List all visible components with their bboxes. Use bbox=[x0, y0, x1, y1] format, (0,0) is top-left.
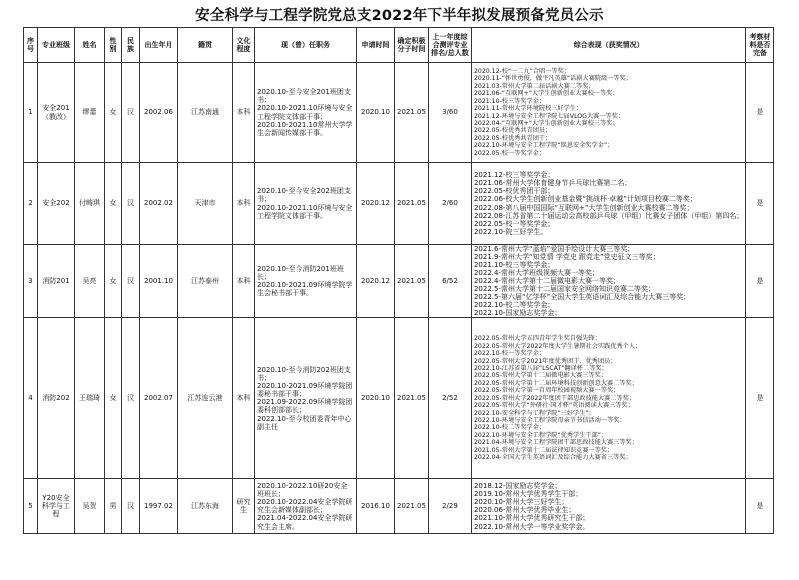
row-awards bbox=[471, 318, 745, 479]
award-entry: 2020.12-校“一二九”合唱一等奖； bbox=[473, 67, 571, 75]
row-education: 本科 bbox=[233, 63, 255, 163]
row-cet: 是 bbox=[746, 63, 774, 163]
position-entry: 2021.04-2022.04安全学院研究生会主席。 bbox=[257, 514, 353, 531]
row-education: 本科 bbox=[233, 245, 255, 318]
row-ranking: 6/52 bbox=[428, 245, 471, 318]
award-entry: 2021.06-常州大学体育健身节乒乓球比赛第二名； bbox=[473, 179, 632, 188]
header-awards: 综合表现（获奖情况） bbox=[471, 28, 745, 63]
table-row bbox=[24, 63, 774, 163]
award-entry: 2022.10-常州大学一等学业奖学金。 bbox=[473, 522, 590, 531]
position-entry: 2022.10-至今校团委青年中心副主任 bbox=[257, 414, 352, 431]
row-birth: 2002.02 bbox=[140, 163, 178, 245]
row-ethnicity: 汉 bbox=[122, 163, 140, 245]
row-apply-time: 2020.10 bbox=[357, 318, 395, 479]
row-seq: 3 bbox=[24, 245, 38, 318]
table-header-row bbox=[24, 28, 774, 63]
award-entry: 2022.5-第六届“亿学杯”全国大学生英语词汇及综合能力大赛三等奖； bbox=[473, 293, 691, 302]
row-class: 安全201（教改） bbox=[38, 63, 75, 163]
row-native: 江苏连云港 bbox=[178, 318, 233, 479]
award-entry: 2018.12-国家励志奖学金； bbox=[473, 482, 562, 491]
row-ethnicity: 汉 bbox=[122, 63, 140, 163]
row-name: 吴贺 bbox=[75, 479, 105, 534]
row-education: 研究生 bbox=[233, 479, 255, 534]
award-entry: 2022.05-常州大学第十二届微电影大赛三等奖； bbox=[473, 372, 607, 380]
row-native: 天津市 bbox=[178, 163, 233, 245]
award-entry: 2022.5-常州大学第十二届国家安全网络知识竞赛二等奖； bbox=[473, 285, 655, 294]
row-birth: 2001.10 bbox=[140, 245, 178, 318]
award-entry: 2022.10-校二等奖学金； bbox=[473, 301, 555, 310]
header-activist-time: 确定积极分子时间 bbox=[395, 28, 429, 63]
header-seq: 序号 bbox=[24, 28, 38, 63]
header-gender: 性别 bbox=[105, 28, 122, 63]
award-entry: 2021.10-校三等奖学金； bbox=[473, 261, 555, 270]
award-entry: 2021.11-常州大学环境院校三好学生； bbox=[473, 105, 583, 113]
header-apply-time: 申请时间 bbox=[357, 28, 395, 63]
award-entry: 2022.05-校一等奖学金； bbox=[473, 219, 555, 228]
row-class: Y20安全科学与工程 bbox=[38, 479, 75, 534]
row-name: 缪薷 bbox=[75, 63, 105, 163]
row-birth: 1997.02 bbox=[140, 479, 178, 534]
award-entry: 2019.10-常州大学优秀学生干部； bbox=[473, 490, 583, 499]
row-ranking: 3/60 bbox=[428, 63, 471, 163]
award-entry: 2022.06-校大学生创新创业基金暨“挑战杯·卓越”计划项目校赛二等奖； bbox=[473, 195, 697, 204]
award-entry: 2022.08-江苏省第二十届运动会高校部乒乓球（甲组）比赛女子团体（甲组）第四名； bbox=[473, 211, 744, 220]
table-row bbox=[24, 163, 774, 245]
position-entry: 2020.10-至今安全202班团支书； bbox=[257, 187, 351, 204]
position-entry: 2020.10-至今消防201班班长； bbox=[257, 265, 344, 282]
award-entry: 2022.4-常州大学班级视频大赛一等奖； bbox=[473, 269, 599, 278]
award-entry: 2022.10-院三好学生。 bbox=[473, 227, 548, 236]
award-entry: 2022.05-常州大学2022年度大学生暑期社会实践优秀个人； bbox=[473, 342, 642, 350]
row-ranking: 2/52 bbox=[428, 318, 471, 479]
row-apply-time: 2016.10 bbox=[357, 479, 395, 534]
table-row bbox=[24, 479, 774, 534]
row-positions bbox=[255, 479, 357, 534]
row-cet: 是 bbox=[746, 245, 774, 318]
row-awards bbox=[471, 245, 745, 318]
page-title: 安全科学与工程学院党总支2022年下半年拟发展预备党员公示 bbox=[195, 8, 604, 24]
row-name: 付畴琪 bbox=[75, 163, 105, 245]
row-seq: 2 bbox=[24, 163, 38, 245]
row-seq: 5 bbox=[24, 479, 38, 534]
award-entry: 2022.10-校二等奖学金； bbox=[473, 424, 546, 432]
header-education: 文化程度 bbox=[233, 28, 255, 63]
award-entry: 2020.10-常州大学三好学生； bbox=[473, 498, 569, 507]
row-birth: 2002.06 bbox=[140, 63, 178, 163]
award-entry: 2022.10-环境与安全工程学院“铭恩安全奖学金”； bbox=[473, 142, 614, 150]
header-birth: 出生年月 bbox=[140, 28, 178, 63]
table-row bbox=[24, 318, 774, 479]
position-entry: 2020.10-2021.09环境学院学生会秘书部干事。 bbox=[257, 281, 353, 298]
award-entry: 2022.04-全国大学生英语词汇及综合能力大赛省三等奖； bbox=[473, 454, 632, 462]
award-entry: 2021.9-常州大学“知党情 学党史 跟党走”党史征文三等奖； bbox=[473, 253, 660, 262]
award-entry: 2022.10-环境与安全工程学院“优秀学生干部”； bbox=[473, 431, 608, 439]
row-activist-time: 2021.05 bbox=[395, 245, 429, 318]
row-gender: 女 bbox=[105, 163, 122, 245]
award-entry: 2022.05-校优秀团干部； bbox=[473, 187, 555, 196]
award-entry: 2022.10-环境与安全工程学院母亲节书信活动一等奖； bbox=[473, 417, 626, 425]
row-positions bbox=[255, 318, 357, 479]
row-class: 安全202 bbox=[38, 163, 75, 245]
row-apply-time: 2020.12 bbox=[357, 163, 395, 245]
award-entry: 2022.10-安全科学与工程学院“三好学生”； bbox=[473, 409, 595, 417]
row-cet: 是 bbox=[746, 479, 774, 534]
row-awards bbox=[471, 479, 745, 534]
header-class: 专业班级 bbox=[38, 28, 75, 63]
row-native: 江苏泰州 bbox=[178, 245, 233, 318]
candidates-table bbox=[23, 27, 774, 534]
row-apply-time: 2020.10 bbox=[357, 63, 395, 163]
row-education: 本科 bbox=[233, 163, 255, 245]
position-entry: 2020.10-2022.04安全学院研究生会新媒体副部长； bbox=[257, 498, 353, 515]
row-education: 本科 bbox=[233, 318, 255, 479]
row-positions bbox=[255, 163, 357, 245]
row-positions bbox=[255, 63, 357, 163]
position-entry: 2020.10-2021.10环境与安全工程学院文体部干事。 bbox=[257, 203, 353, 220]
row-native: 江苏南通 bbox=[178, 63, 233, 163]
table-body bbox=[24, 63, 774, 534]
award-entry: 2022.10-国家励志奖学金； bbox=[473, 309, 562, 318]
award-entry: 2022.05-校一等奖学金； bbox=[473, 149, 546, 157]
award-entry: 2022.10-江苏省第八届“LSCAT”翻译杯二等奖； bbox=[473, 364, 608, 372]
row-ranking: 2/60 bbox=[428, 163, 471, 245]
row-awards bbox=[471, 163, 745, 245]
award-entry: 2021.6-常州大学“蓝焰”爱国手绘设计大赛三等奖； bbox=[473, 245, 635, 253]
award-entry: 2022.05-常州大学第十二届环境科技创新创意大赛二等奖； bbox=[473, 379, 638, 387]
row-ethnicity: 汉 bbox=[122, 318, 140, 479]
award-entry: 2022.10-校一等奖学金； bbox=[473, 350, 546, 358]
award-entry: 2021.12-环境与安全工程学院七届VLOG大赛一等奖； bbox=[473, 112, 625, 120]
row-class: 消防202 bbox=[38, 318, 75, 479]
award-entry: 2022.05-常州大学2021年度优秀团干、优秀团员； bbox=[473, 357, 617, 365]
award-entry: 2021.06-“互联网+”大学生创新创业大赛校一等奖； bbox=[473, 90, 619, 98]
award-entry: 2022.05-常州大学“外研社·国才杯”英语阅读大赛三等奖； bbox=[473, 402, 634, 410]
row-gender: 男 bbox=[105, 479, 122, 534]
row-name: 王瑞琦 bbox=[75, 318, 105, 479]
award-entry: 2022.05-校优秀共青团干； bbox=[473, 134, 552, 142]
award-entry: 2022.05-校优秀共青团员； bbox=[473, 127, 552, 135]
header-native: 籍贯 bbox=[178, 28, 233, 63]
award-entry: 2022.4-常州大学第十二届微电影大赛一等奖； bbox=[473, 277, 620, 286]
row-gender: 女 bbox=[105, 245, 122, 318]
row-cet: 是 bbox=[746, 163, 774, 245]
row-activist-time: 2021.05 bbox=[395, 63, 429, 163]
award-entry: 2020.06-常州大学优秀毕业生； bbox=[473, 506, 576, 515]
row-awards bbox=[471, 63, 745, 163]
header-positions: 现（曾）任职务 bbox=[255, 28, 357, 63]
award-entry: 2021.03-常州大学第二届话剧大赛二等奖； bbox=[473, 82, 595, 90]
row-native: 江苏东海 bbox=[178, 479, 233, 534]
award-entry: 2022.04-“互联网+”大学生创新创业大赛校三等奖； bbox=[473, 119, 619, 127]
position-entry: 2020.10-2022.10研20安全班班长； bbox=[257, 482, 348, 499]
table-row bbox=[24, 245, 774, 318]
row-ethnicity: 汉 bbox=[122, 245, 140, 318]
row-activist-time: 2021.05 bbox=[395, 163, 429, 245]
header-ranking: 上一年度综合测评专业排名/总人数 bbox=[428, 28, 471, 63]
position-entry: 2020.10-2021.09环境学院团委秘书部干事； bbox=[257, 382, 353, 399]
award-entry: 2021.10-校三等奖学金； bbox=[473, 97, 546, 105]
row-seq: 1 bbox=[24, 63, 38, 163]
row-class: 消防201 bbox=[38, 245, 75, 318]
row-activist-time: 2021.05 bbox=[395, 318, 429, 479]
row-positions bbox=[255, 245, 357, 318]
row-apply-time: 2020.12 bbox=[357, 245, 395, 318]
award-entry: 2022.05-常州大学第一百周年校园视频大赛一等奖； bbox=[473, 387, 620, 395]
row-cet: 是 bbox=[746, 318, 774, 479]
row-ethnicity: 汉 bbox=[122, 479, 140, 534]
award-entry: 2021.12-校三等奖学金； bbox=[473, 171, 555, 180]
row-seq: 4 bbox=[24, 318, 38, 479]
award-entry: 2022.05-常州大学五四青年学生奖自强先锋； bbox=[473, 335, 601, 343]
award-entry: 2020.11-“怀世勇俊，做平凡英雄”话剧大赛院级一等奖； bbox=[473, 75, 632, 83]
award-entry: 2021.05-常州大学第十二届法律知识竞赛一等奖； bbox=[473, 446, 614, 454]
header-cet: 考察材料是否完备 bbox=[746, 28, 774, 63]
award-entry: 2021.10-常州大学优秀研究生干部； bbox=[473, 514, 590, 523]
row-activist-time: 2021.05 bbox=[395, 479, 429, 534]
row-name: 吴亮 bbox=[75, 245, 105, 318]
position-entry: 2020.10-至今消防202班团支书； bbox=[257, 366, 351, 383]
position-entry: 2020.10-2021.10常州大学学生会新闻传媒部干事。 bbox=[257, 120, 353, 137]
award-entry: 2022.08-第八届中国国际“互联网+”大学生创新创业大赛校赛二等奖； bbox=[473, 203, 694, 212]
row-gender: 女 bbox=[105, 63, 122, 163]
award-entry: 2021.04-环境与安全工程学院团干部思政技能大赛三等奖； bbox=[473, 439, 638, 447]
header-ethnicity: 民族 bbox=[122, 28, 140, 63]
row-birth: 2002.07 bbox=[140, 318, 178, 479]
row-ranking: 2/29 bbox=[428, 479, 471, 534]
position-entry: 2021.09-2022.09环境学院团委科创部部长； bbox=[257, 398, 353, 415]
row-gender: 女 bbox=[105, 318, 122, 479]
award-entry: 2022.05-常州大学2022年度团干部思政技能大赛二等奖； bbox=[473, 394, 636, 402]
header-name: 姓名 bbox=[75, 28, 105, 63]
position-entry: 2020.10-2021.10环境与安全工程学院文体部干事； bbox=[257, 104, 353, 121]
position-entry: 2020.10-至今安全201班团支书； bbox=[257, 88, 351, 105]
